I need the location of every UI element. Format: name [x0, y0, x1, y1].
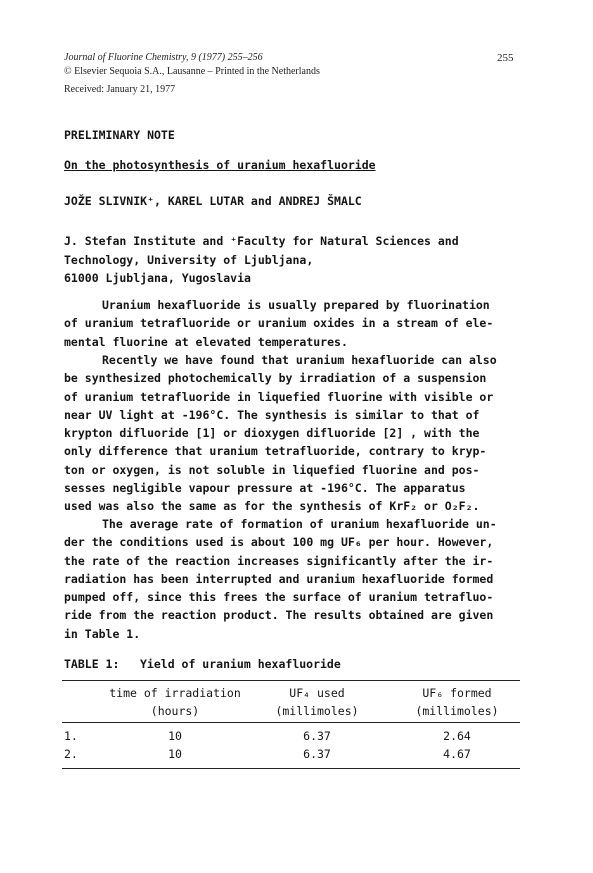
- publisher-line: © Elsevier Sequoia S.A., Lausanne – Printed in the Netherlands: [64, 66, 320, 77]
- affiliation-line: 61000 Ljubljana, Yugoslavia: [64, 271, 251, 285]
- text-line: pumped off, since this frees the surface of uranium tetrafluo-: [64, 590, 494, 605]
- text-line: be synthesized photochemically by irradiation of a suspension: [64, 371, 487, 386]
- table-cell-uf6: 2.64: [443, 729, 471, 743]
- table-cell-time: 10: [168, 747, 182, 761]
- table-cell-time: 10: [168, 729, 182, 743]
- table-caption-label: TABLE 1:: [64, 657, 120, 671]
- text-line: of uranium tetrafluoride or uranium oxides in a stream of ele-: [64, 316, 494, 331]
- table-cell-uf6: 4.67: [443, 747, 471, 761]
- body-paragraph-2: [64, 351, 524, 516]
- table-row-index: 1.: [64, 729, 78, 743]
- received-date: Received: January 21, 1977: [64, 84, 176, 95]
- text-line: Uranium hexafluoride is usually prepared by fluorination: [102, 298, 490, 312]
- body-paragraph-1: [64, 296, 524, 351]
- table-header-uf4: UF₄ used: [289, 686, 345, 700]
- affiliation-line: Technology, University of Ljubljana,: [64, 252, 314, 267]
- text-line: near UV light at -196°C. The synthesis is similar to that of: [64, 407, 480, 422]
- text-line: der the conditions used is about 100 mg UF₆ per hour. However,: [64, 535, 494, 550]
- table-header-time-unit: (hours): [150, 704, 200, 718]
- text-line: the rate of the reaction increases significantly after the ir-: [64, 553, 494, 568]
- text-line: krypton difluoride [1] or dioxygen difluoride [2] , with the: [64, 426, 480, 441]
- table-header-uf6-unit: (millimoles): [415, 704, 499, 718]
- text-line: ton or oxygen, is not soluble in liquefied fluorine and pos-: [64, 462, 480, 477]
- text-line: Recently we have found that uranium hexafluoride can also: [102, 353, 497, 367]
- text-line: mental fluorine at elevated temperatures.: [64, 334, 348, 349]
- text-line: used was also the same as for the synthesis of KrF₂ or O₂F₂.: [64, 499, 480, 514]
- table-header-time: time of irradiation: [109, 686, 241, 700]
- text-line: ride from the reaction product. The results obtained are given: [64, 608, 494, 623]
- table-cell-uf4: 6.37: [303, 747, 331, 761]
- table-header-rule: [62, 722, 520, 723]
- text-line: sesses negligible vapour pressure at -196°C. The apparatus: [64, 481, 466, 496]
- page-number: 255: [497, 52, 514, 64]
- table-cell-uf4: 6.37: [303, 729, 331, 743]
- table-header-uf6: UF₆ formed: [422, 686, 492, 700]
- text-line: The average rate of formation of uranium hexafluoride un-: [102, 517, 497, 531]
- table-caption-text: Yield of uranium hexafluoride: [140, 657, 341, 671]
- section-label: PRELIMINARY NOTE: [64, 128, 175, 142]
- text-line: of uranium tetrafluoride in liquefied fluorine with visible or: [64, 389, 494, 404]
- article-title: On the photosynthesis of uranium hexafluoride: [64, 158, 376, 172]
- text-line: radiation has been interrupted and uranium hexafluoride formed: [64, 571, 494, 586]
- body-paragraph-3: [64, 515, 524, 643]
- table-row-index: 2.: [64, 747, 78, 761]
- table-header-uf4-unit: (millimoles): [275, 704, 359, 718]
- journal-citation: Journal of Fluorine Chemistry, 9 (1977) 255–256: [64, 52, 263, 63]
- text-line: in Table 1.: [64, 626, 141, 641]
- authors: JOŽE SLIVNIK⁺, KAREL LUTAR and ANDREJ ŠMALC: [64, 194, 362, 208]
- affiliation-line: J. Stefan Institute and ⁺Faculty for Natural Sciences and: [64, 234, 459, 248]
- text-line: only difference that uranium tetrafluoride, contrary to kryp-: [64, 444, 487, 459]
- table-bottom-rule: [62, 768, 520, 769]
- table-top-rule: [62, 680, 520, 681]
- affiliation: [64, 232, 524, 288]
